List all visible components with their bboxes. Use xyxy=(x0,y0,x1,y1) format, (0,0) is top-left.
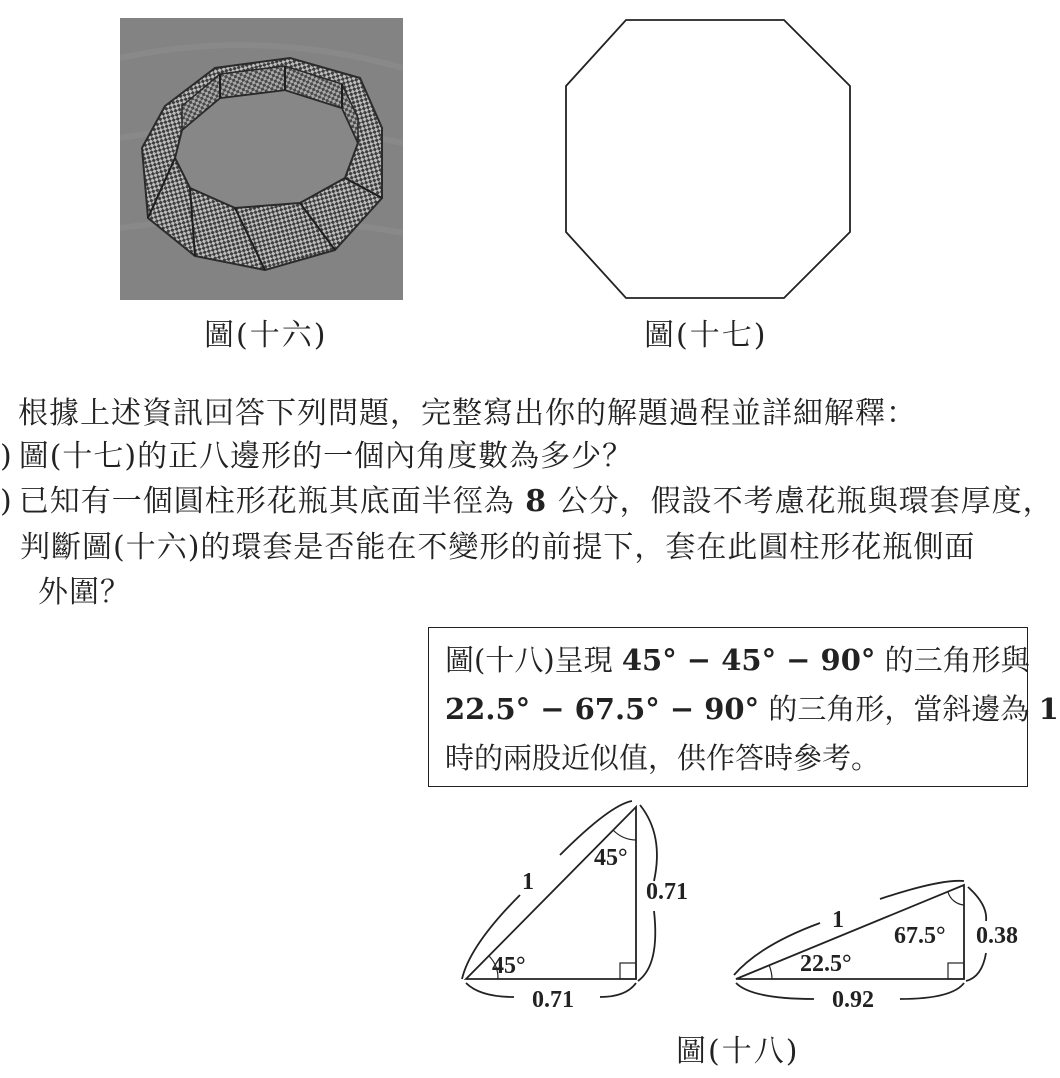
question-1-text: 圖(十七)的正八邊形的一個內角度數為多少？ xyxy=(18,439,634,474)
regular-octagon-figure xyxy=(560,12,860,312)
triangle-22-right-angle-mark xyxy=(948,963,964,979)
question-2-post: 公分，假設不考慮花瓶與環套厚度， xyxy=(557,484,1054,519)
hint-angles-22: 22.5° − 67.5° − 90° xyxy=(445,692,760,726)
hint-hypotenuse-value: 1 xyxy=(1038,692,1059,726)
triangle-45-top-angle-arc xyxy=(613,830,636,840)
figure-17-caption: 圖(十七) xyxy=(644,318,768,353)
question-2-marker: ) xyxy=(0,484,13,519)
triangle-22-hleg-brace-a xyxy=(736,983,814,999)
hint-line-2 xyxy=(445,685,1059,734)
triangle-22-vleg-brace-b xyxy=(966,953,986,981)
question-1 xyxy=(0,435,633,479)
question-1-marker: ) xyxy=(0,439,13,474)
triangle-45-vleg-brace-a xyxy=(640,805,657,881)
hint-line-1 xyxy=(445,636,1030,685)
figure-16-caption: 圖(十六) xyxy=(204,318,328,353)
question-2-pre: 已知有一個圓柱形花瓶其底面半徑為 xyxy=(18,484,515,519)
triangle-45-hleg-brace-b xyxy=(600,983,636,997)
triangle-45-hypotenuse-label: 1 xyxy=(522,869,534,895)
figure-18-triangles xyxy=(440,795,1040,1025)
hint-line-2-mid: 的三角形，當斜邊為 xyxy=(768,692,1030,726)
triangle-22-top-angle-label: 67.5° xyxy=(894,923,946,949)
hint-line-3: 時的兩股近似值，供作答時參考。 xyxy=(445,741,881,775)
hint-line-1-post: 的三角形與 xyxy=(884,643,1030,677)
triangle-45-right-angle-mark xyxy=(620,963,636,979)
triangle-45-vertical-leg-label: 0.71 xyxy=(646,879,688,905)
question-2-radius: 8 xyxy=(525,484,548,519)
triangle-22-hleg-brace-b xyxy=(900,983,964,999)
triangle-45-hleg-brace-a xyxy=(466,983,514,997)
hint-angles-45: 45° − 45° − 90° xyxy=(621,643,876,677)
triangle-22-bottom-angle-label: 22.5° xyxy=(800,951,852,977)
triangle-45-horizontal-leg-label: 0.71 xyxy=(532,987,574,1013)
hint-box xyxy=(428,627,1059,787)
hint-line-1-pre: 圖(十八)呈現 xyxy=(445,643,613,677)
triangle-22-vleg-brace-a xyxy=(968,887,986,921)
triangle-22-horizontal-leg-label: 0.92 xyxy=(832,987,874,1013)
question-2-line3: 外圍？ xyxy=(38,575,131,610)
triangle-45-bottom-angle-label: 45° xyxy=(492,953,526,979)
triangle-22-bottom-angle-arc xyxy=(769,965,772,979)
triangle-22-hypotenuse-label: 1 xyxy=(832,907,844,933)
question-2-line2: 判斷圖(十六)的環套是否能在不變形的前提下，套在此圓柱形花瓶側面 xyxy=(20,530,976,565)
instructions-text: 根據上述資訊回答下列問題，完整寫出你的解題過程並詳細解釋： xyxy=(18,396,917,431)
octagon-shape xyxy=(566,20,850,298)
figure-18-caption: 圖(十八) xyxy=(676,1034,800,1069)
triangle-45-vleg-brace-b xyxy=(638,911,655,981)
ring-illustration xyxy=(120,18,403,300)
octagon-ring-photo xyxy=(120,18,403,300)
triangle-22-vertical-leg-label: 0.38 xyxy=(976,923,1018,949)
question-2 xyxy=(0,480,1054,524)
triangle-22-top-angle-arc xyxy=(948,892,964,905)
triangle-45-top-angle-label: 45° xyxy=(594,845,628,871)
